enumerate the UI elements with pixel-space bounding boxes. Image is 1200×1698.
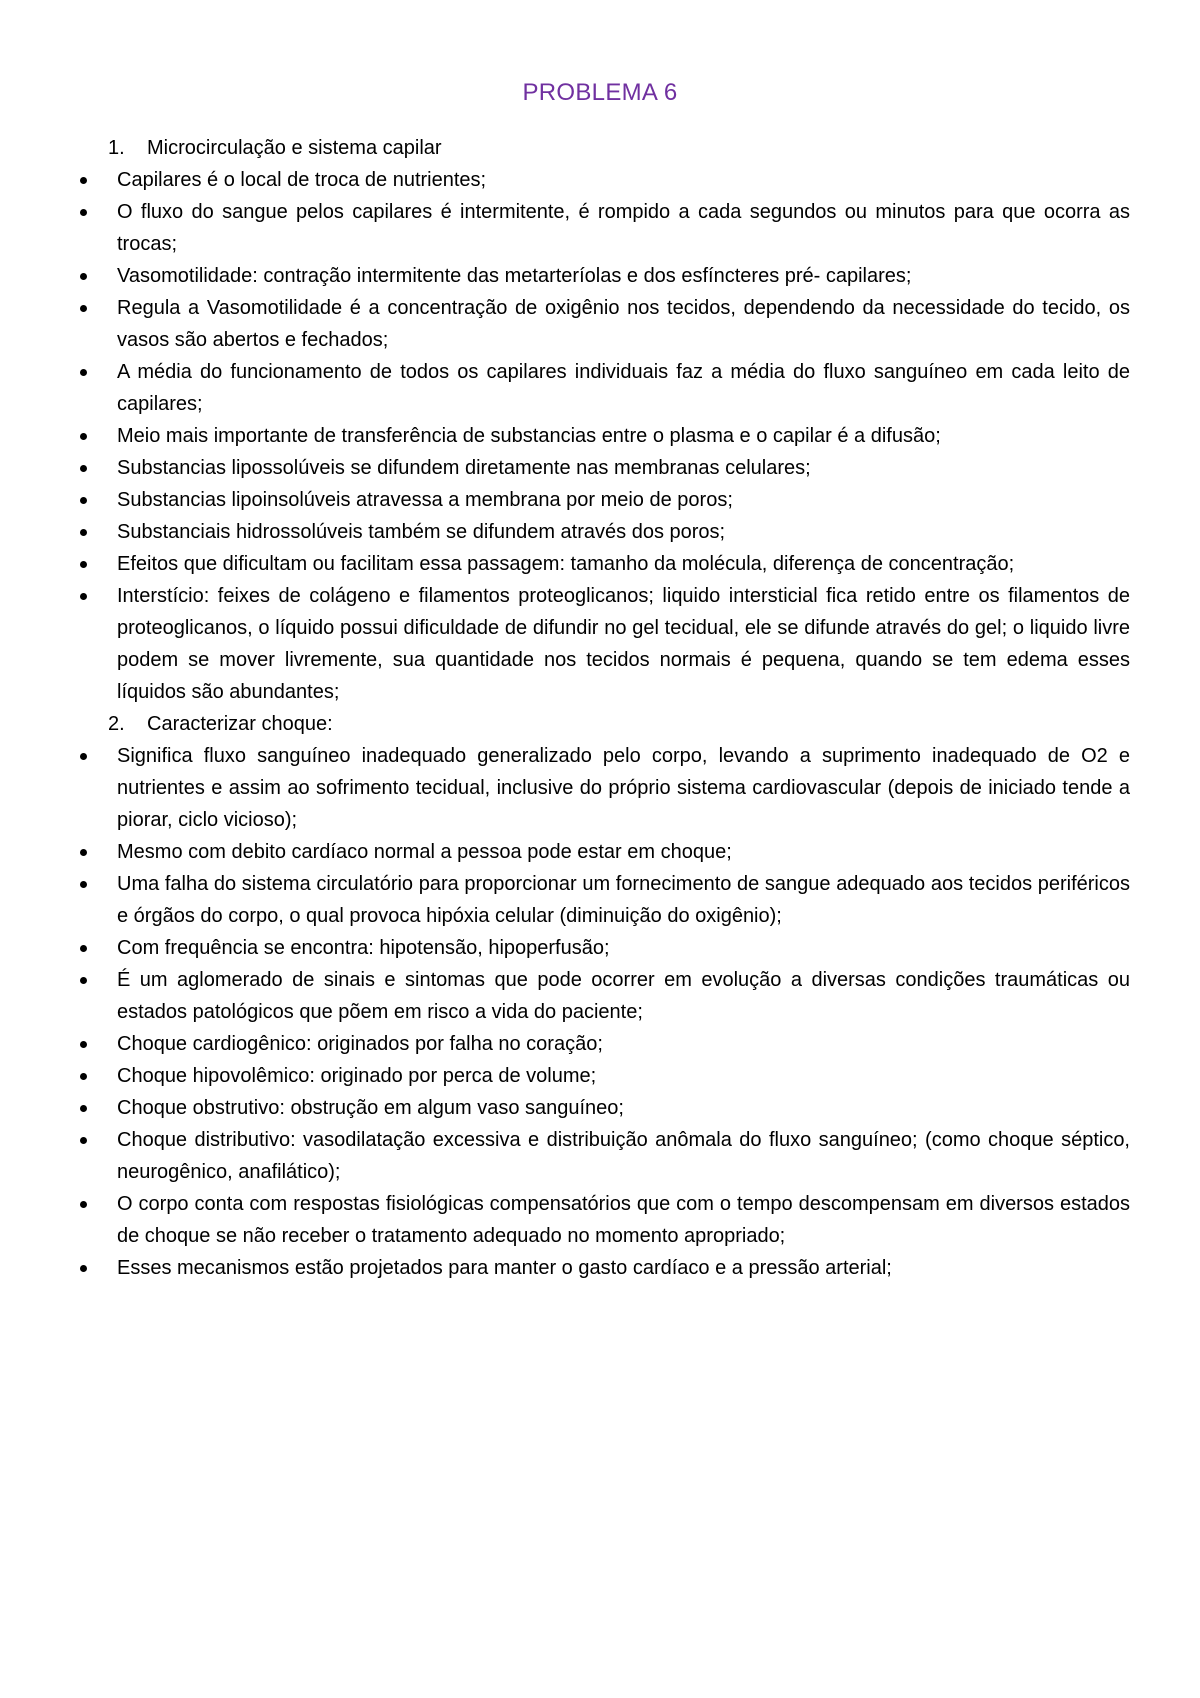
bullet-icon <box>80 529 87 536</box>
list-item <box>0 548 1200 580</box>
list-item <box>0 740 1200 836</box>
list-item-text: Capilares é o local de troca de nutrientes; <box>117 169 487 191</box>
bullet-icon <box>80 753 87 760</box>
list-item-text: Vasomotilidade: contração intermitente das metarteríolas e dos esfíncteres pré- capilares; <box>117 265 912 287</box>
list-item-text: O fluxo do sangue pelos capilares é intermitente, é rompido a cada segundos ou minutos para que ocorra as trocas; <box>117 201 1130 255</box>
bullet-icon <box>80 561 87 568</box>
document-body <box>0 132 1200 1284</box>
list-item <box>0 516 1200 548</box>
bullet-icon <box>80 209 87 216</box>
bullet-icon <box>80 1137 87 1144</box>
list-item-text: Choque cardiogênico: originados por falha no coração; <box>117 1033 603 1055</box>
list-item <box>0 836 1200 868</box>
bullet-icon <box>80 465 87 472</box>
list-item <box>0 1060 1200 1092</box>
list-item <box>0 484 1200 516</box>
list-item-text: Uma falha do sistema circulatório para proporcionar um fornecimento de sangue adequado aos tecidos periféricos e órgãos do corpo, o qual provoca hipóxia celular (diminuição do oxigênio); <box>117 873 1130 927</box>
bullet-icon <box>80 1041 87 1048</box>
bullet-icon <box>80 1105 87 1112</box>
section-number: 1. <box>108 137 125 159</box>
list-item-text: Efeitos que dificultam ou facilitam essa passagem: tamanho da molécula, diferença de concentração; <box>117 553 1015 575</box>
list-item <box>0 164 1200 196</box>
bullet-icon <box>80 1265 87 1272</box>
list-item <box>0 356 1200 420</box>
bullet-icon <box>80 177 87 184</box>
list-item <box>0 964 1200 1028</box>
list-item-text: Substancias lipossolúveis se difundem diretamente nas membranas celulares; <box>117 457 811 479</box>
list-item <box>0 196 1200 260</box>
bullet-icon <box>80 497 87 504</box>
bullet-icon <box>80 433 87 440</box>
list-item-text: Substancias lipoinsolúveis atravessa a membrana por meio de poros; <box>117 489 733 511</box>
list-item-text: A média do funcionamento de todos os capilares individuais faz a média do fluxo sanguíneo em cada leito de capilares; <box>117 361 1130 415</box>
list-item-text: Interstício: feixes de colágeno e filamentos proteoglicanos; liquido intersticial fica retido entre os filamentos de proteoglicanos, o líquido possui dificuldade de difundir no gel tecidual, ele se difunde através do gel; o liquido livre podem se mover livremente, sua quantidade nos tecidos normais é pequena, quando se tem edema esses líquidos são abundantes; <box>117 585 1130 703</box>
list-item-text: Meio mais importante de transferência de substancias entre o plasma e o capilar é a difusão; <box>117 425 941 447</box>
list-item <box>0 868 1200 932</box>
list-item-text: É um aglomerado de sinais e sintomas que pode ocorrer em evolução a diversas condições traumáticas ou estados patológicos que põem em risco a vida do paciente; <box>117 969 1130 1023</box>
list-item <box>0 1124 1200 1188</box>
section-number: 2. <box>108 713 125 735</box>
list-item <box>0 260 1200 292</box>
list-item-text: Significa fluxo sanguíneo inadequado generalizado pelo corpo, levando a suprimento inadequado de O2 e nutrientes e assim ao sofrimento tecidual, inclusive do próprio sistema cardiovascular (depois de iniciado tende a piorar, ciclo vicioso); <box>117 745 1130 831</box>
bullet-icon <box>80 1073 87 1080</box>
list-item-text: Mesmo com debito cardíaco normal a pessoa pode estar em choque; <box>117 841 732 863</box>
bullet-icon <box>80 945 87 952</box>
list-item <box>0 1188 1200 1252</box>
list-item <box>0 580 1200 708</box>
list-item <box>0 452 1200 484</box>
list-item-text: Substanciais hidrossolúveis também se difundem através dos poros; <box>117 521 726 543</box>
section-heading-2 <box>0 708 1200 740</box>
list-item-text: Choque distributivo: vasodilatação excessiva e distribuição anômala do fluxo sanguíneo; (como choque séptico, neurogênico, anafilático); <box>117 1129 1130 1183</box>
bullet-icon <box>80 593 87 600</box>
section-heading-1 <box>0 132 1200 164</box>
list-item-text: Esses mecanismos estão projetados para manter o gasto cardíaco e a pressão arterial; <box>117 1257 892 1279</box>
bullet-icon <box>80 849 87 856</box>
list-item <box>0 420 1200 452</box>
list-item-text: Com frequência se encontra: hipotensão, hipoperfusão; <box>117 937 610 959</box>
bullet-icon <box>80 273 87 280</box>
bullet-icon <box>80 369 87 376</box>
list-item-text: Choque hipovolêmico: originado por perca de volume; <box>117 1065 597 1087</box>
list-item-text: Regula a Vasomotilidade é a concentração de oxigênio nos tecidos, dependendo da necessidade do tecido, os vasos são abertos e fechados; <box>117 297 1130 351</box>
section-heading-text: Caracterizar choque: <box>147 713 333 735</box>
list-item <box>0 932 1200 964</box>
bullet-icon <box>80 1201 87 1208</box>
list-item <box>0 1092 1200 1124</box>
bullet-icon <box>80 305 87 312</box>
section-heading-text: Microcirculação e sistema capilar <box>147 137 442 159</box>
bullet-icon <box>80 881 87 888</box>
page-title: PROBLEMA 6 <box>522 79 678 106</box>
list-item <box>0 1252 1200 1284</box>
list-item <box>0 292 1200 356</box>
list-item <box>0 1028 1200 1060</box>
list-item-text: O corpo conta com respostas fisiológicas compensatórios que com o tempo descompensam em diversos estados de choque se não receber o tratamento adequado no momento apropriado; <box>117 1193 1130 1247</box>
list-item-text: Choque obstrutivo: obstrução em algum vaso sanguíneo; <box>117 1097 624 1119</box>
bullet-icon <box>80 977 87 984</box>
